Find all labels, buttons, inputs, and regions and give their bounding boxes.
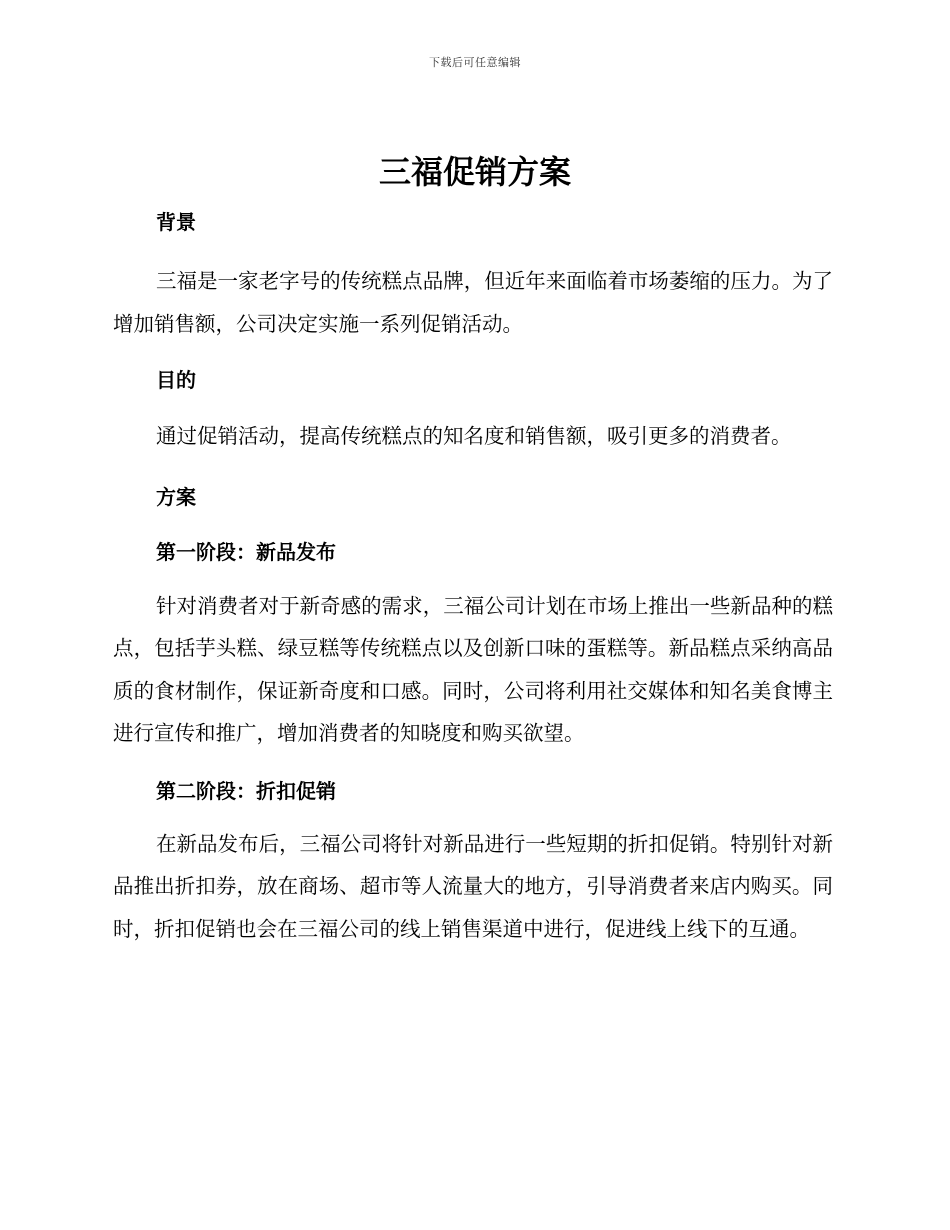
paragraph-stage2: 在新品发布后，三福公司将针对新品进行一些短期的折扣促销。特别针对新品推出折扣券，放在商场、超市等人流量大的地方，引导消费者来店内购买。同时，折扣促销也会在三福公司的线上销售渠道中进行，促进线上线下的互通。 [113, 831, 833, 941]
heading-plan: 方案 [156, 484, 196, 509]
paragraph-stage1: 针对消费者对于新奇感的需求，三福公司计划在市场上推出一些新品种的糕点，包括芋头糕、绿豆糕等传统糕点以及创新口味的蛋糕等。新品糕点采纳高品质的食材制作，保证新奇度和口感。同时，公司将利用社交媒体和知名美食博主进行宣传和推广，增加消费者的知晓度和购买欲望。 [113, 593, 833, 745]
document-body [113, 200, 833, 950]
heading-stage2: 第二阶段：折扣促销 [156, 778, 336, 803]
paragraph-goal: 通过促销活动，提高传统糕点的知名度和销售额，吸引更多的消费者。 [156, 424, 792, 448]
heading-stage1: 第一阶段：新品发布 [156, 539, 336, 564]
heading-background: 背景 [156, 210, 196, 234]
heading-goal: 目的 [156, 368, 196, 392]
paragraph-background: 三福是一家老字号的传统糕点品牌，但近年来面临着市场萎缩的压力。为了增加销售额，公司决定实施一系列促销活动。 [113, 269, 833, 336]
page-title: 三福促销方案 [378, 153, 571, 191]
header-note: 下载后可任意编辑 [429, 56, 521, 69]
